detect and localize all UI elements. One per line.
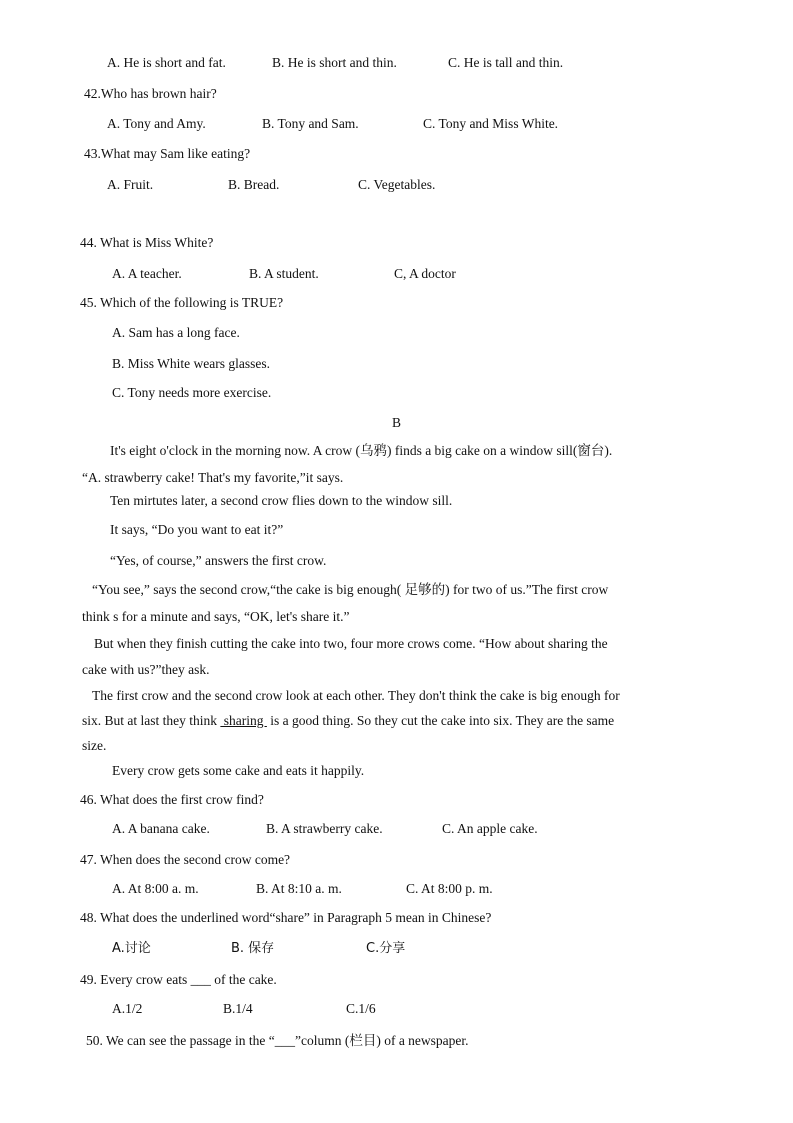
q45-option-c: C. Tony needs more exercise. <box>112 385 272 400</box>
passage-line: It says, “Do you want to eat it?” <box>110 522 284 537</box>
q47-option-a: A. At 8:00 a. m. <box>112 881 199 896</box>
passage-text: is a good thing. So they cut the cake into six. They are the same <box>266 713 615 728</box>
underlined-word-sharing: sharing <box>220 713 267 728</box>
passage-heading: B <box>391 415 401 430</box>
q42-option-b: B. Tony and Sam. <box>262 116 359 131</box>
passage-line: Every crow gets some cake and eats it happily. <box>112 763 365 778</box>
q43-question: 43.What may Sam like eating? <box>84 146 251 161</box>
passage-text: six. But at last they think <box>82 713 221 728</box>
q41-option-a: A. He is short and fat. <box>107 55 226 70</box>
passage-line: The first crow and the second crow look at each other. They don't think the cake is big enough for <box>92 688 620 703</box>
q44-option-a: A. A teacher. <box>112 266 182 281</box>
passage-line: But when they finish cutting the cake into two, four more crows come. “How about sharing the <box>94 636 608 651</box>
passage-line: cake with us?”they ask. <box>82 662 210 677</box>
q47-question: 47. When does the second crow come? <box>80 852 291 867</box>
q49-option-c: C.1/6 <box>346 1001 376 1016</box>
q47-option-b: B. At 8:10 a. m. <box>256 881 342 896</box>
passage-line <box>82 712 614 730</box>
q42-option-c: C. Tony and Miss White. <box>423 116 559 131</box>
q46-option-b: B. A strawberry cake. <box>266 821 383 836</box>
q43-option-c: C. Vegetables. <box>358 177 436 192</box>
q49-option-b: B.1/4 <box>223 1001 253 1016</box>
q46-question: 46. What does the first crow find? <box>80 792 264 807</box>
passage-line: size. <box>82 738 107 753</box>
q45-question: 45. Which of the following is TRUE? <box>80 295 284 310</box>
q44-option-c: C, A doctor <box>394 266 456 281</box>
passage-line: “Yes, of course,” answers the first crow. <box>110 553 327 568</box>
q48-option-c: C.分享 <box>366 941 406 956</box>
q41-option-c: C. He is tall and thin. <box>448 55 564 70</box>
passage-line: “You see,” says the second crow,“the cake is big enough( 足够的) for two of us.”The first crow <box>92 582 609 597</box>
passage-line: “A. strawberry cake! That's my favorite,”it says. <box>82 470 344 485</box>
q43-option-b: B. Bread. <box>228 177 280 192</box>
q49-option-a: A.1/2 <box>112 1001 143 1016</box>
q50-question: 50. We can see the passage in the “___”column (栏目) of a newspaper. <box>86 1033 469 1048</box>
passage-line: think s for a minute and says, “OK, let's share it.” <box>82 609 350 624</box>
q45-option-b: B. Miss White wears glasses. <box>112 356 270 371</box>
q48-option-a: A.讨论 <box>112 941 151 956</box>
q44-option-b: B. A student. <box>249 266 319 281</box>
q42-option-a: A. Tony and Amy. <box>107 116 206 131</box>
q46-option-a: A. A banana cake. <box>112 821 210 836</box>
q43-option-a: A. Fruit. <box>107 177 154 192</box>
q41-option-b: B. He is short and thin. <box>272 55 397 70</box>
q47-option-c: C. At 8:00 p. m. <box>406 881 493 896</box>
q48-question: 48. What does the underlined word“share” in Paragraph 5 mean in Chinese? <box>80 910 492 925</box>
passage-line: It's eight o'clock in the morning now. A crow (乌鸦) finds a big cake on a window sill(窗台). <box>110 443 613 458</box>
q44-question: 44. What is Miss White? <box>80 235 214 250</box>
q49-question: 49. Every crow eats ___ of the cake. <box>80 972 277 987</box>
q48-option-b: B. 保存 <box>231 941 275 956</box>
q42-question: 42.Who has brown hair? <box>84 86 217 101</box>
q46-option-c: C. An apple cake. <box>442 821 538 836</box>
passage-line: Ten mirtutes later, a second crow flies down to the window sill. <box>110 493 453 508</box>
q45-option-a: A. Sam has a long face. <box>112 325 240 340</box>
